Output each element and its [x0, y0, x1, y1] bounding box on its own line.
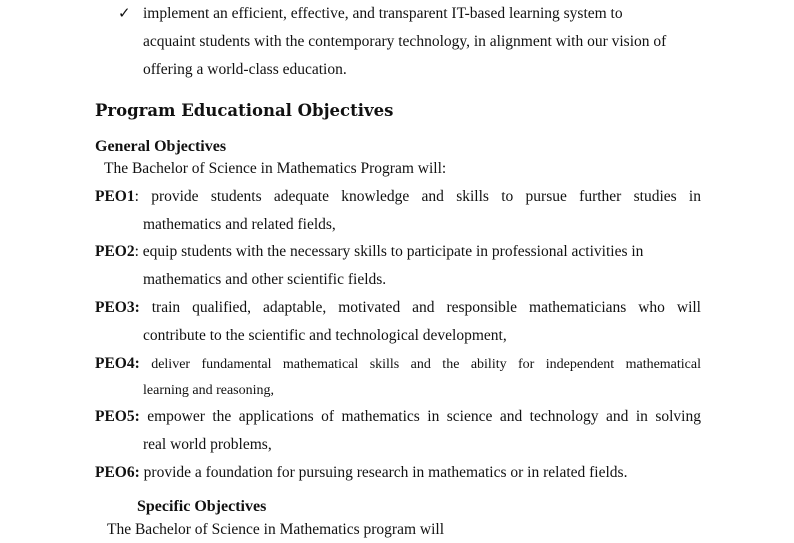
- peo1-line2: mathematics and related fields,: [143, 216, 336, 233]
- peo3-text: train qualified, adaptable, motivated and responsible mathematicians who will: [139, 299, 701, 316]
- bullet-line-3: offering a world-class education.: [143, 61, 347, 78]
- peo2-line1: [95, 243, 701, 261]
- bullet-line-2: acquaint students with the contemporary technology, in alignment with our vision of: [143, 33, 667, 50]
- peo1-text: : provide students adequate knowledge and skills to pursue further studies in: [134, 188, 701, 205]
- peo1-label: PEO1: [95, 188, 135, 205]
- peo4-line1: [95, 355, 701, 373]
- peo4-label: PEO4:: [95, 355, 140, 372]
- peo3-line1: [95, 299, 701, 317]
- peo2-text: : equip students with the necessary skills to participate in professional activities in: [134, 243, 644, 260]
- section-heading: Program Educational Objectives: [95, 101, 394, 120]
- peo4-text: deliver fundamental mathematical skills and the ability for independent mathematical: [139, 357, 701, 372]
- peo6-label: PEO6:: [95, 464, 140, 481]
- general-objectives-heading: General Objectives: [95, 138, 227, 155]
- specific-objectives-heading: Specific Objectives: [137, 498, 267, 515]
- peo3-label: PEO3:: [95, 299, 140, 316]
- peo6-text: provide a foundation for pursuing research in mathematics or in related fields.: [139, 464, 628, 481]
- peo4-line2: learning and reasoning,: [143, 383, 275, 398]
- peo5-line2: real world problems,: [143, 436, 272, 453]
- bullet-line-1: implement an efficient, effective, and transparent IT-based learning system to: [143, 5, 623, 22]
- peo2-line2: mathematics and other scientific fields.: [143, 271, 387, 288]
- checkmark-icon: ✓: [118, 4, 131, 22]
- peo5-line1: [95, 408, 701, 426]
- peo5-text: empower the applications of mathematics in science and technology and in solving: [139, 408, 701, 425]
- peo3-line2: contribute to the scientific and technological development,: [143, 327, 507, 344]
- peo1-line1: [95, 188, 701, 206]
- peo2-label: PEO2: [95, 243, 135, 260]
- specific-objectives-intro: The Bachelor of Science in Mathematics program will: [107, 521, 445, 538]
- peo5-label: PEO5:: [95, 408, 140, 425]
- general-objectives-intro: The Bachelor of Science in Mathematics Program will:: [104, 160, 447, 177]
- peo6-line1: [95, 464, 701, 482]
